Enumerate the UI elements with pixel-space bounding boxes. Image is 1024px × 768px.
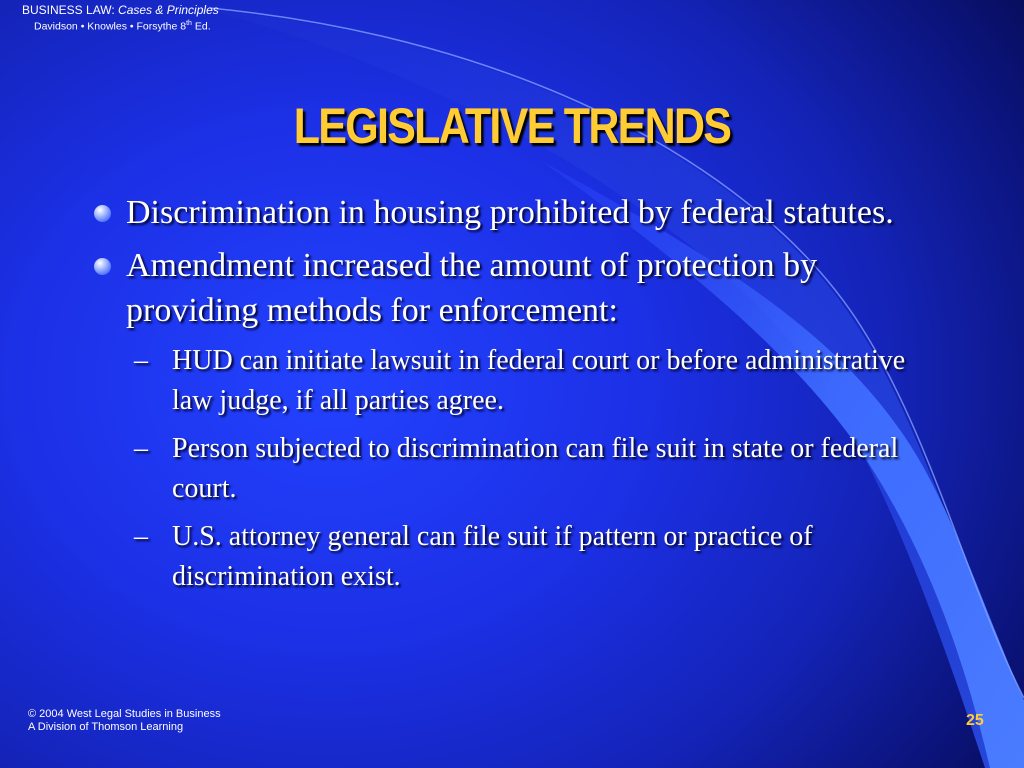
bullet-item [90, 243, 950, 333]
book-authors [22, 17, 219, 34]
sub-bullet-item [90, 429, 950, 509]
slide-body [90, 190, 950, 605]
bullet-item [90, 190, 950, 235]
edition-sup: th [186, 20, 192, 27]
dash-icon: – [134, 345, 148, 376]
bullet-icon [94, 205, 111, 222]
slide-header [22, 4, 219, 34]
dash-icon: – [134, 521, 148, 552]
copyright-text: © 2004 West Legal Studies in Business [28, 708, 221, 720]
sub-bullet-item [90, 517, 950, 597]
book-title-prefix: BUSINESS LAW: [22, 3, 119, 17]
sub-bullet-text: HUD can initiate lawsuit in federal court or before administrative law judge, if all parties agree. [172, 345, 906, 416]
authors-text: Davidson • Knowles • Forsythe 8 [34, 20, 187, 33]
book-title-italic: Cases & Principles [118, 3, 219, 17]
book-title [22, 4, 219, 17]
bullet-text: Amendment increased the amount of protection by providing methods for enforcement: [126, 247, 818, 329]
slide-title: LEGISLATIVE TRENDS [293, 98, 731, 154]
sub-bullet-text: U.S. attorney general can file suit if pattern or practice of discrimination exist. [172, 521, 813, 592]
dash-icon: – [134, 433, 148, 464]
publisher-division: A Division of Thomson Learning [28, 721, 184, 733]
bullet-icon [94, 258, 111, 275]
page-number: 25 [966, 712, 984, 729]
edition-suffix: Ed. [191, 20, 211, 33]
bullet-text: Discrimination in housing prohibited by federal statutes. [126, 194, 894, 231]
slide-footer [28, 708, 221, 734]
sub-bullet-item [90, 341, 950, 421]
sub-bullet-text: Person subjected to discrimination can file suit in state or federal court. [172, 433, 899, 504]
